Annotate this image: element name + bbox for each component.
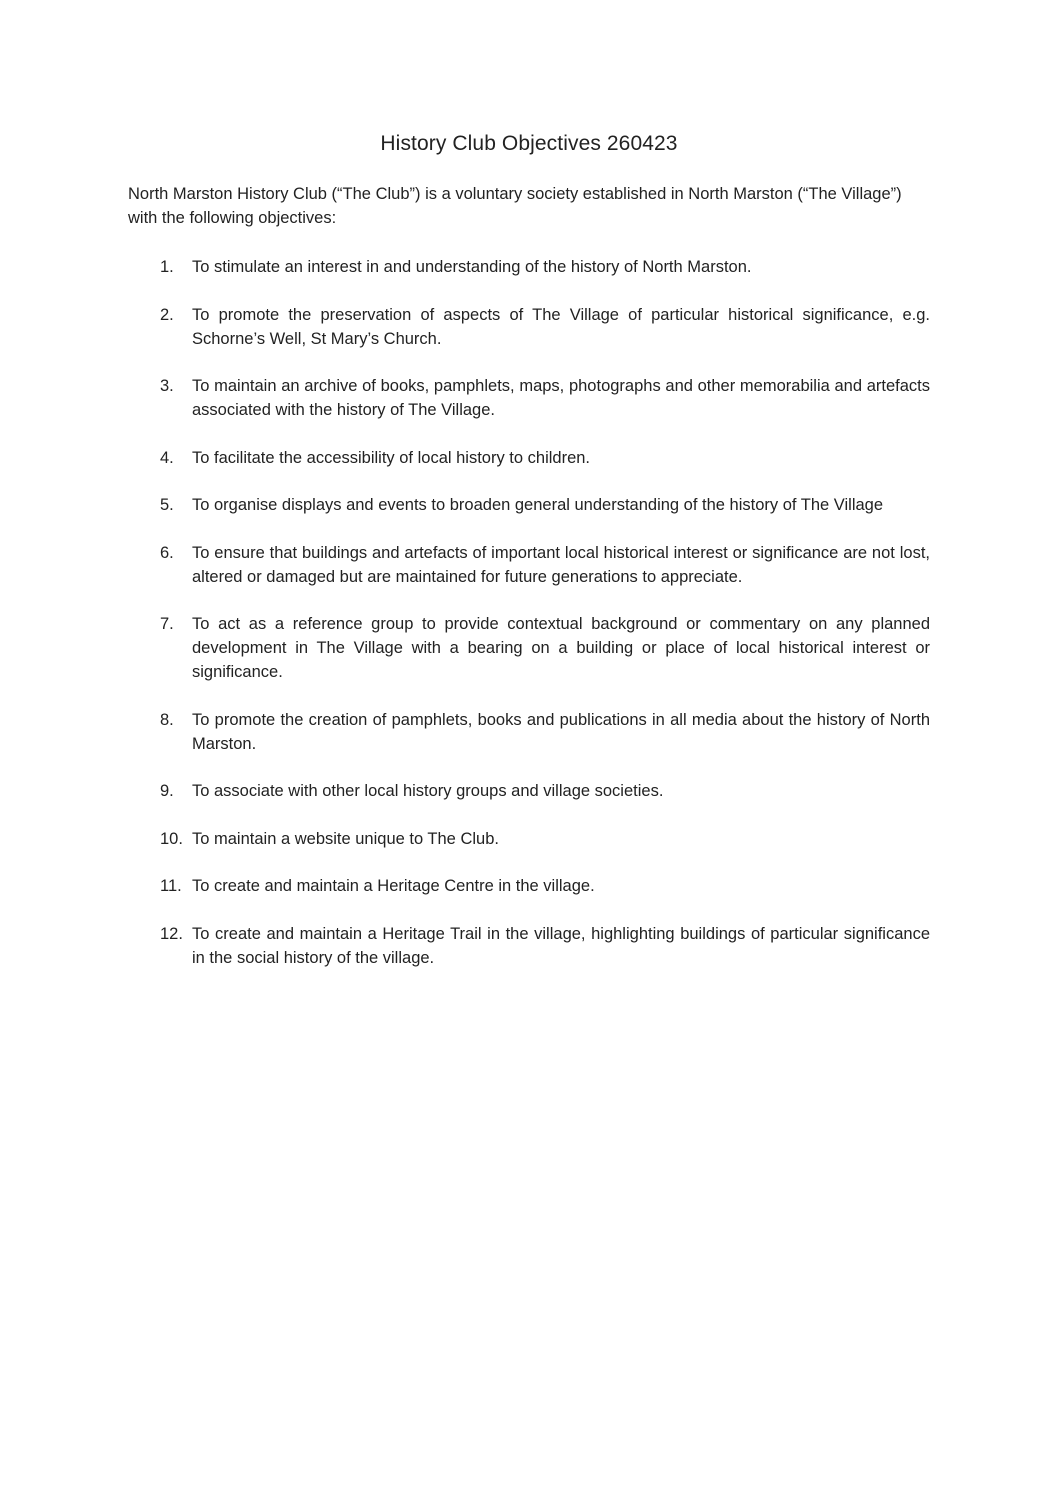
list-item-text: To associate with other local history groups and village societies. [192, 782, 664, 800]
list-item-number: 1. [160, 258, 174, 276]
list-item-text: To maintain an archive of books, pamphlets, maps, photographs and other memorabilia and artefacts associated with the history of The Village. [192, 377, 930, 419]
list-item [128, 922, 930, 970]
list-item [128, 303, 930, 351]
intro-paragraph: North Marston History Club (“The Club”) is a voluntary society established in North Marston (“The Village”) with the following objectives: [128, 185, 902, 227]
list-item [128, 541, 930, 589]
list-item-number: 11. [160, 877, 182, 895]
list-item [128, 255, 930, 279]
list-item-text: To promote the preservation of aspects of The Village of particular historical significance, e.g. Schorne’s Well, St Mary’s Church. [192, 305, 930, 348]
list-item-number: 12. [160, 924, 183, 943]
list-item [128, 446, 930, 470]
list-item [128, 493, 930, 517]
objectives-list [128, 255, 930, 993]
document-title: History Club Objectives 260423 [380, 132, 678, 155]
list-item-number: 10. [160, 829, 183, 848]
list-item-number: 2. [160, 305, 174, 324]
list-item-text: To ensure that buildings and artefacts of important local historical interest or significance are not lost, altered or damaged but are maintained for future generations to appreciate. [192, 543, 930, 586]
list-item [128, 874, 930, 898]
list-item-number: 4. [160, 448, 174, 467]
list-item-text: To create and maintain a Heritage Centre in the village. [192, 877, 595, 895]
list-item-text: To stimulate an interest in and understanding of the history of North Marston. [192, 258, 752, 276]
list-item-text: To promote the creation of pamphlets, books and publications in all media about the history of North Marston. [192, 710, 930, 753]
list-item [128, 374, 930, 422]
list-item-number: 5. [160, 496, 174, 514]
list-item-text: To organise displays and events to broaden general understanding of the history of The Village [192, 496, 884, 514]
list-item-text: To create and maintain a Heritage Trail in the village, highlighting buildings of particular significance in the social history of the village. [192, 924, 930, 967]
list-item-number: 8. [160, 710, 174, 729]
list-item [128, 612, 930, 684]
list-item-number: 6. [160, 543, 174, 562]
list-item [128, 779, 930, 803]
list-item-number: 9. [160, 782, 174, 800]
list-item [128, 708, 930, 756]
list-item-text: To facilitate the accessibility of local history to children. [192, 448, 591, 467]
list-item-number: 3. [160, 377, 174, 395]
list-item [128, 827, 930, 851]
list-item-number: 7. [160, 615, 174, 633]
list-item-text: To maintain a website unique to The Club. [192, 829, 499, 848]
list-item-text: To act as a reference group to provide contextual background or commentary on any planned development in The Village with a bearing on a building or place of local historical interest or significance. [192, 615, 930, 681]
